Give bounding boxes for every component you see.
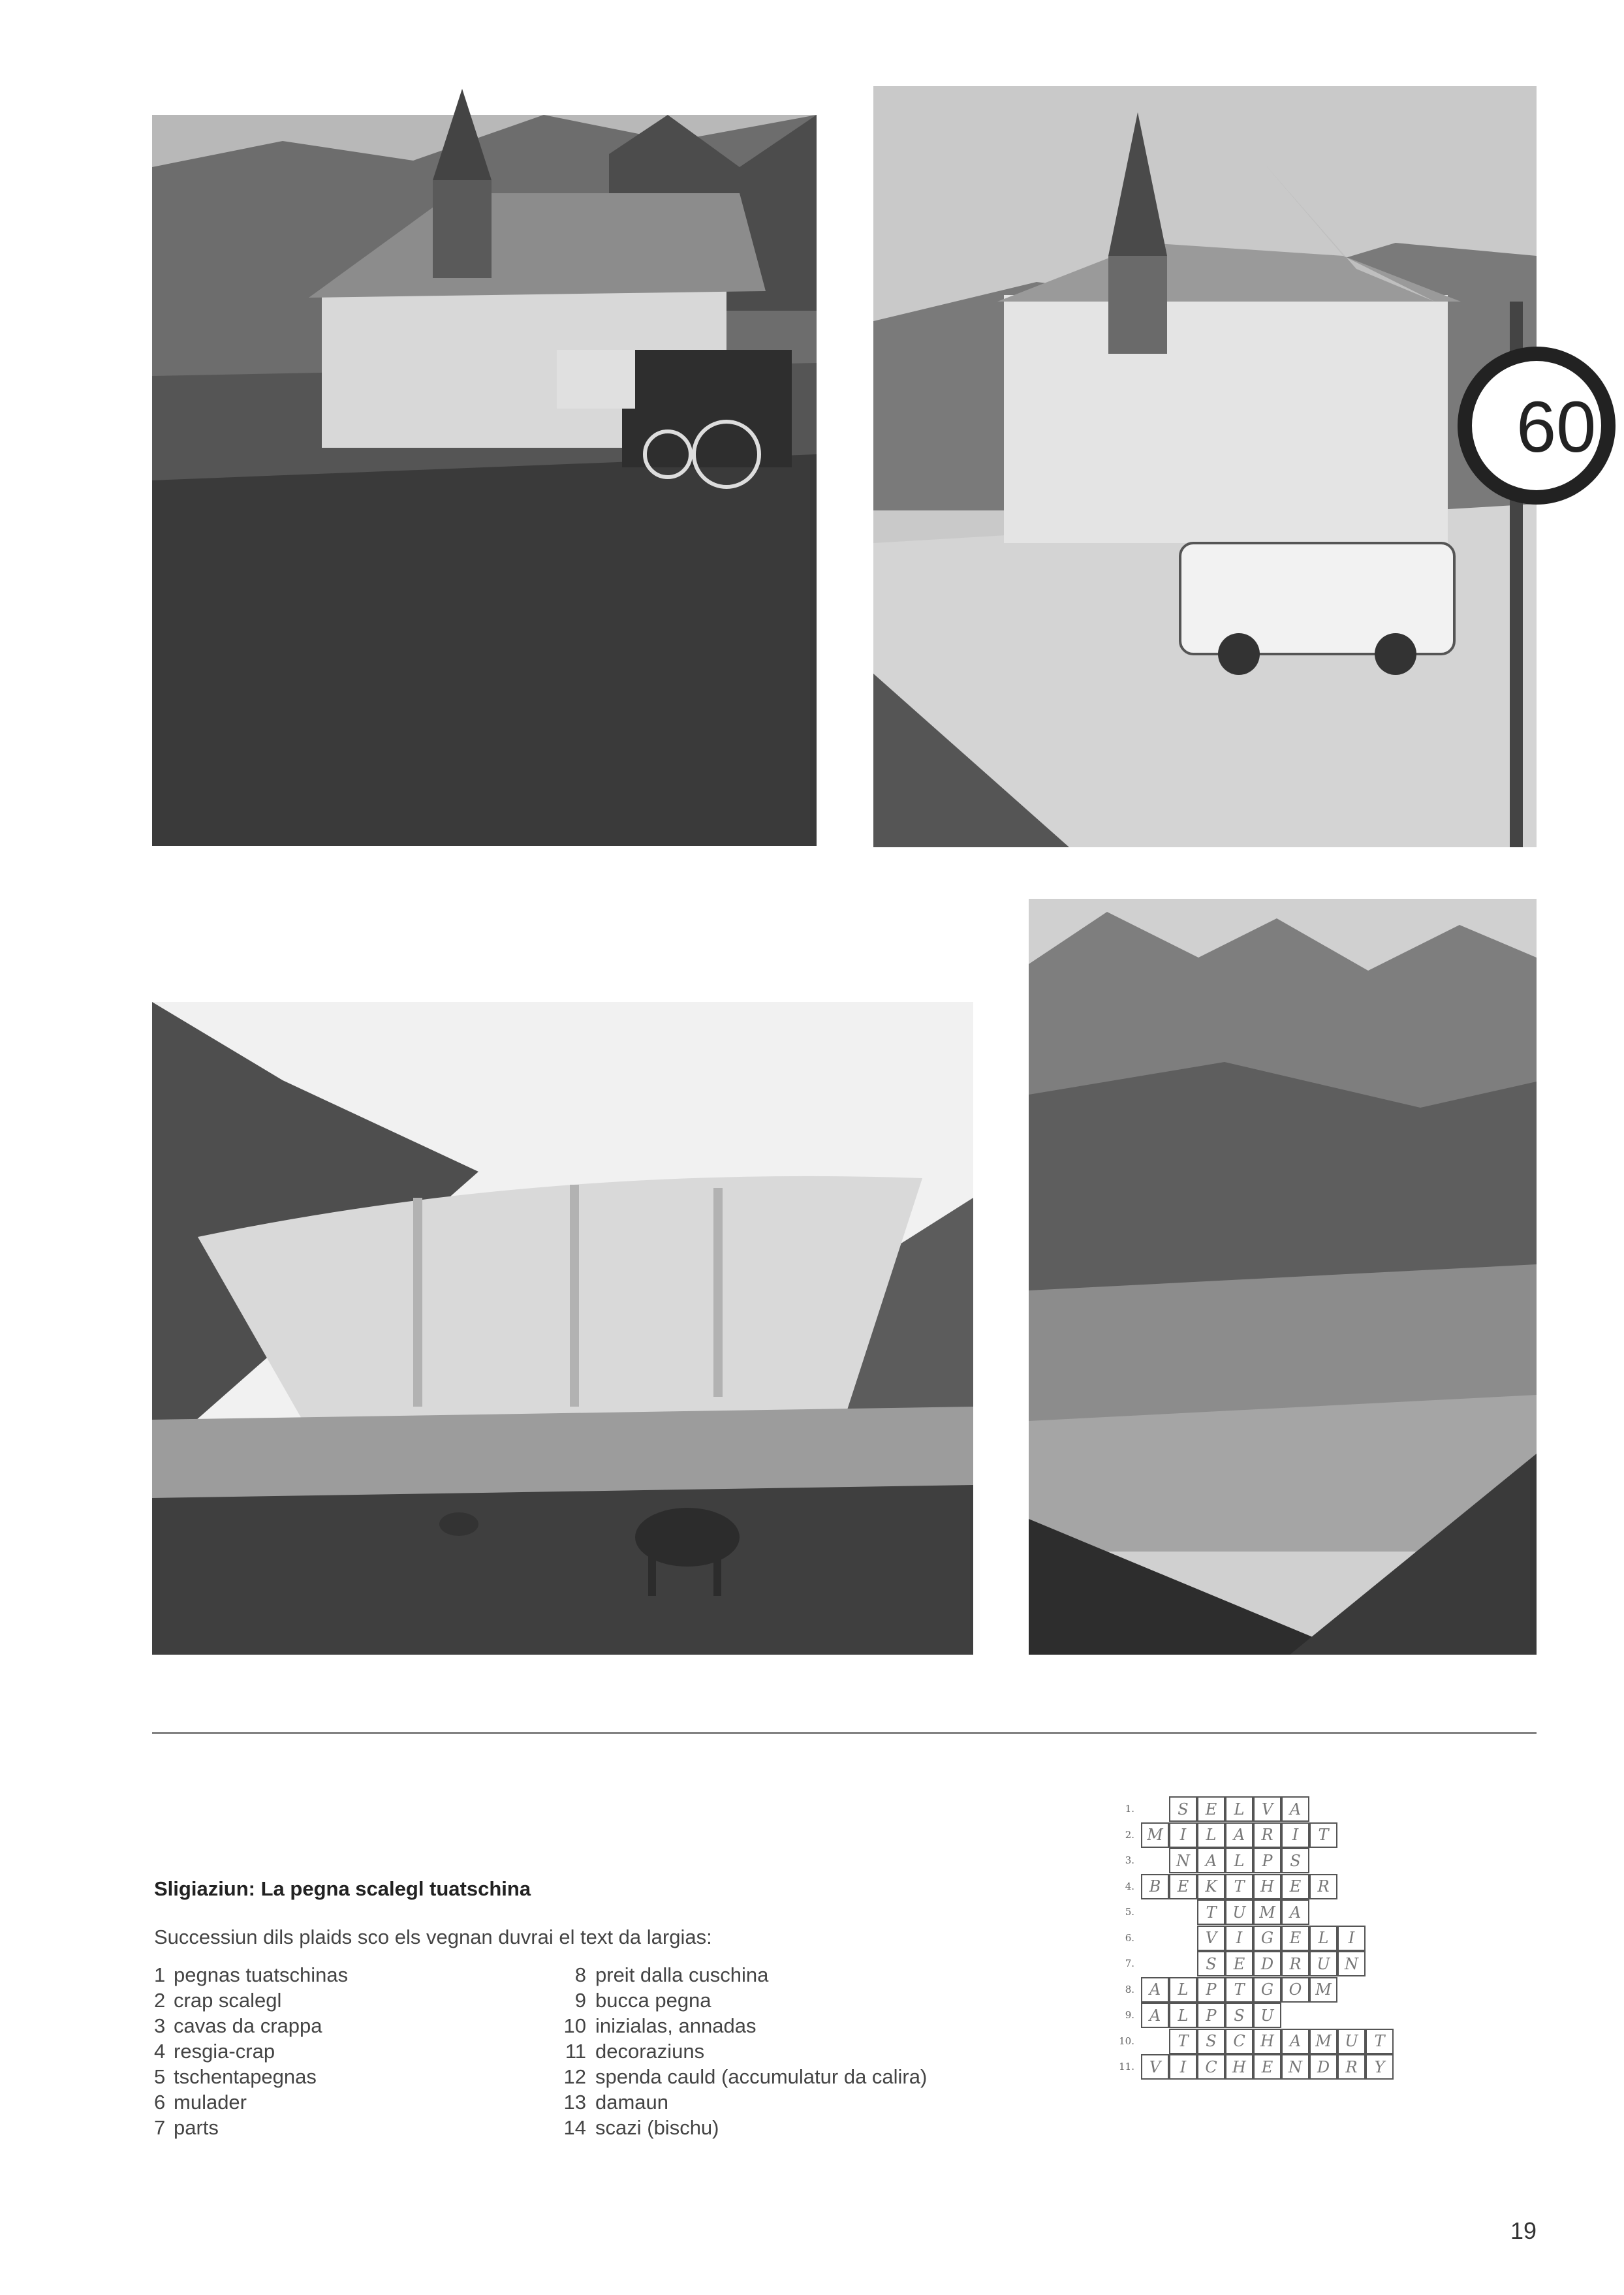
crossword-cell: A bbox=[1197, 1848, 1225, 1873]
list-item bbox=[563, 1988, 927, 2013]
list-item-number: 3 bbox=[154, 2014, 166, 2037]
crossword-cell: A bbox=[1281, 1899, 1309, 1925]
crossword-cell: E bbox=[1281, 1926, 1309, 1951]
list-item bbox=[563, 2115, 927, 2140]
crossword-cell: B bbox=[1141, 1874, 1169, 1899]
crossword-cell: I bbox=[1337, 1926, 1366, 1951]
crossword-cell: U bbox=[1337, 2029, 1366, 2054]
crossword-cell: E bbox=[1225, 1951, 1253, 1976]
crossword-cell: Y bbox=[1366, 2054, 1394, 2080]
crossword-cell: U bbox=[1225, 1899, 1253, 1925]
crossword-cell: I bbox=[1169, 1822, 1197, 1848]
photo-mountain-valley bbox=[1029, 899, 1537, 1655]
list-item-text: mulader bbox=[174, 2091, 247, 2114]
section-intro: Successiun dils plaids sco els vegnan duvrai el text da largias: bbox=[154, 1926, 712, 1948]
word-list-left bbox=[154, 1962, 348, 2140]
crossword-cell: S bbox=[1225, 2003, 1253, 2028]
crossword-cell: T bbox=[1309, 1822, 1337, 1848]
crossword-row-number: 3. bbox=[1125, 1854, 1134, 1866]
list-item bbox=[154, 2064, 348, 2089]
crossword-cell: O bbox=[1281, 1977, 1309, 2003]
list-item bbox=[154, 2013, 348, 2038]
crossword-cell: L bbox=[1309, 1926, 1337, 1951]
crossword-cell: P bbox=[1197, 1977, 1225, 2003]
list-item-number: 6 bbox=[154, 2091, 166, 2114]
list-item-number: 11 bbox=[565, 2040, 586, 2063]
valley-illustration bbox=[1029, 899, 1537, 1655]
list-item bbox=[154, 2038, 348, 2064]
crossword-cell: U bbox=[1253, 2003, 1281, 2028]
crossword-cell: H bbox=[1253, 1874, 1281, 1899]
photo-dam-lake-cows bbox=[152, 1002, 973, 1655]
list-item-text: pegnas tuatschinas bbox=[174, 1963, 349, 1986]
list-item-text: scazi (bischu) bbox=[595, 2116, 719, 2139]
list-item-number: 8 bbox=[574, 1963, 586, 1986]
list-item-text: spenda cauld (accumulatur da calira) bbox=[595, 2065, 928, 2088]
crossword-cell: H bbox=[1225, 2054, 1253, 2080]
crossword-cell: L bbox=[1225, 1796, 1253, 1822]
section-divider bbox=[152, 1732, 1537, 1734]
crossword-cell: T bbox=[1225, 1874, 1253, 1899]
crossword-row-number: 8. bbox=[1125, 1983, 1134, 1995]
list-item-number: 7 bbox=[154, 2116, 166, 2139]
list-item bbox=[563, 2038, 927, 2064]
list-item-text: cavas da crappa bbox=[174, 2014, 322, 2037]
crossword-cell: M bbox=[1309, 1977, 1337, 2003]
list-item-number: 12 bbox=[563, 2065, 586, 2088]
list-item-number: 14 bbox=[563, 2116, 586, 2139]
crossword-row-number: 6. bbox=[1125, 1931, 1134, 1944]
crossword-cell: I bbox=[1169, 2054, 1197, 2080]
crossword-cell: R bbox=[1337, 2054, 1366, 2080]
list-item-text: decoraziuns bbox=[595, 2040, 705, 2063]
crossword-cell: P bbox=[1197, 2003, 1225, 2028]
list-item-text: damaun bbox=[595, 2091, 669, 2114]
list-item-number: 10 bbox=[563, 2014, 586, 2037]
list-item bbox=[154, 2089, 348, 2115]
list-item-number: 13 bbox=[563, 2091, 586, 2114]
photo-chapel-car-road-sign bbox=[873, 86, 1597, 847]
list-item bbox=[563, 2089, 927, 2115]
list-item-number: 2 bbox=[154, 1989, 166, 2012]
crossword-cell: H bbox=[1253, 2029, 1281, 2054]
crossword-cell: M bbox=[1141, 1822, 1169, 1848]
crossword-cell: S bbox=[1281, 1848, 1309, 1873]
crossword-row-number: 2. bbox=[1125, 1828, 1134, 1841]
crossword-cell: L bbox=[1169, 2003, 1197, 2028]
crossword-cell: T bbox=[1197, 1899, 1225, 1925]
crossword-cell: L bbox=[1225, 1848, 1253, 1873]
crossword-cell: A bbox=[1141, 2003, 1169, 2028]
list-item bbox=[563, 1962, 927, 1988]
crossword-cell: C bbox=[1197, 2054, 1225, 2080]
list-item-number: 5 bbox=[154, 2065, 166, 2088]
crossword-cell: N bbox=[1337, 1951, 1366, 1976]
crossword-row-number: 7. bbox=[1125, 1958, 1134, 1969]
crossword-cell: E bbox=[1253, 2054, 1281, 2080]
crossword-row-number: 5. bbox=[1125, 1906, 1134, 1918]
list-item bbox=[154, 2115, 348, 2140]
list-item-number: 9 bbox=[574, 1989, 586, 2012]
crossword-cell: T bbox=[1366, 2029, 1394, 2054]
crossword-cell: V bbox=[1253, 1796, 1281, 1822]
crossword-cell: A bbox=[1141, 1977, 1169, 2003]
crossword-cell: K bbox=[1197, 1874, 1225, 1899]
crossword-cell: C bbox=[1225, 2029, 1253, 2054]
crossword-cell: E bbox=[1197, 1796, 1225, 1822]
crossword-cell: V bbox=[1197, 1926, 1225, 1951]
crossword-cell: L bbox=[1169, 1977, 1197, 2003]
speed-sign-text: 60 bbox=[1516, 387, 1597, 467]
crossword-cell: D bbox=[1253, 1951, 1281, 1976]
crossword-cell: N bbox=[1169, 1848, 1197, 1873]
crossword-cell: I bbox=[1225, 1926, 1253, 1951]
list-item-number: 1 bbox=[154, 1963, 166, 1986]
crossword-cell: V bbox=[1141, 2054, 1169, 2080]
crossword-cell: D bbox=[1309, 2054, 1337, 2080]
crossword-cell: N bbox=[1281, 2054, 1309, 2080]
crossword-cell: I bbox=[1281, 1822, 1309, 1848]
page-number: 19 bbox=[1510, 2217, 1537, 2244]
list-item-text: resgia-crap bbox=[174, 2040, 275, 2063]
crossword-cell: M bbox=[1309, 2029, 1337, 2054]
list-item-text: crap scalegl bbox=[174, 1989, 282, 2012]
list-item bbox=[563, 2064, 927, 2089]
crossword-cell: S bbox=[1169, 1796, 1197, 1822]
crossword-cell: R bbox=[1309, 1874, 1337, 1899]
list-item-text: preit dalla cuschina bbox=[595, 1963, 769, 1986]
crossword-cell: S bbox=[1197, 2029, 1225, 2054]
list-item-number: 4 bbox=[154, 2040, 166, 2063]
crossword-row-number: 11. bbox=[1119, 2061, 1134, 2072]
list-item bbox=[154, 1988, 348, 2013]
crossword-cell: A bbox=[1225, 1822, 1253, 1848]
chapel-car-illustration bbox=[873, 86, 1597, 847]
crossword-cell: R bbox=[1281, 1951, 1309, 1976]
crossword-cell: M bbox=[1253, 1899, 1281, 1925]
crossword-row-number: 10. bbox=[1119, 2035, 1134, 2047]
crossword-cell: L bbox=[1197, 1822, 1225, 1848]
crossword-cell: E bbox=[1281, 1874, 1309, 1899]
chapel-horse-carriage-illustration bbox=[152, 115, 817, 846]
crossword-cell: S bbox=[1197, 1951, 1225, 1976]
dam-illustration bbox=[152, 1002, 973, 1655]
crossword-cell: P bbox=[1253, 1848, 1281, 1873]
crossword-row-number: 4. bbox=[1125, 1880, 1134, 1892]
list-item bbox=[154, 1962, 348, 1988]
photo-chapel-horse-carriage bbox=[152, 115, 817, 846]
crossword-cell: A bbox=[1281, 2029, 1309, 2054]
list-item bbox=[563, 2013, 927, 2038]
crossword-row-number: 1. bbox=[1125, 1803, 1134, 1815]
list-item-text: tschentapegnas bbox=[174, 2065, 317, 2088]
list-item-text: bucca pegna bbox=[595, 1989, 711, 2012]
list-item-text: parts bbox=[174, 2116, 219, 2139]
crossword-cell: G bbox=[1253, 1926, 1281, 1951]
crossword-cell: G bbox=[1253, 1977, 1281, 2003]
section-title: Sligiaziun: La pegna scalegl tuatschina bbox=[154, 1877, 531, 1900]
list-item-text: inizialas, annadas bbox=[595, 2014, 757, 2037]
crossword-cell: U bbox=[1309, 1951, 1337, 1976]
crossword-cell: T bbox=[1225, 1977, 1253, 2003]
crossword-cell: E bbox=[1169, 1874, 1197, 1899]
word-list-right bbox=[563, 1962, 927, 2140]
crossword-cell: A bbox=[1281, 1796, 1309, 1822]
crossword-cell: R bbox=[1253, 1822, 1281, 1848]
crossword-cell: T bbox=[1169, 2029, 1197, 2054]
crossword-row-number: 9. bbox=[1125, 2009, 1134, 2021]
